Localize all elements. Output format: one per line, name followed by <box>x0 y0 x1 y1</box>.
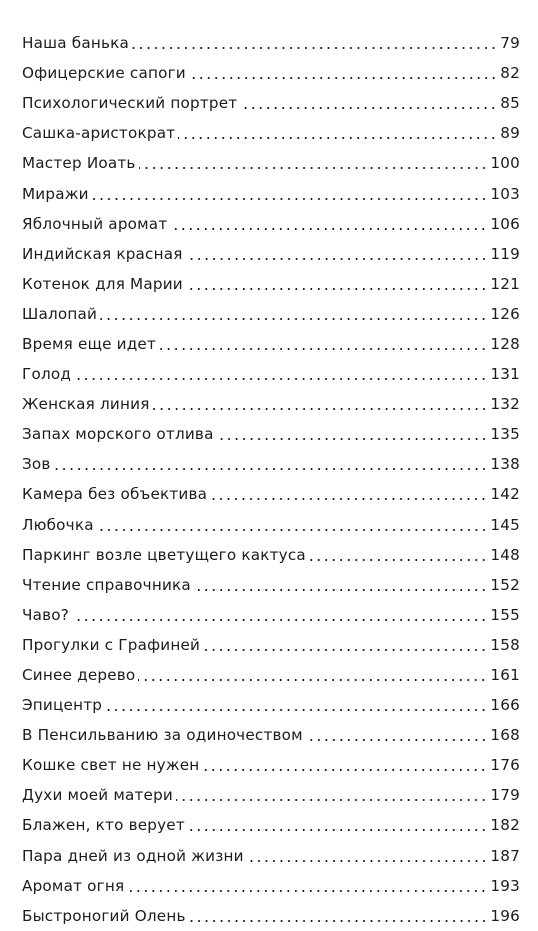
dot-leader <box>54 468 488 470</box>
toc-entry-page: 121 <box>490 274 520 293</box>
toc-entry-title: Паркинг возле цветущего кактуса <box>22 545 306 564</box>
toc-entry-page: 103 <box>490 184 520 203</box>
toc-entry-title: Пара дней из одной жизни <box>22 846 244 865</box>
toc-entry-title: Быстроногий Олень <box>22 906 186 925</box>
toc-entry <box>22 329 520 359</box>
toc-entry-title: Камера без объектива <box>22 485 208 504</box>
toc-entry <box>22 780 520 810</box>
dot-leader <box>178 137 497 139</box>
toc-entry <box>22 750 520 780</box>
toc-entry <box>22 239 520 269</box>
toc-entry-page: 176 <box>490 756 520 775</box>
toc-entry-title: Мастер Иоать <box>22 154 136 173</box>
toc-entry-page: 82 <box>500 64 520 83</box>
toc-entry <box>22 841 520 871</box>
dot-leader <box>210 498 487 500</box>
toc-entry <box>22 419 520 449</box>
toc-entry-title: Офицерские сапоги <box>22 64 186 83</box>
toc-entry <box>22 810 520 840</box>
toc-entry-page: 182 <box>490 816 520 835</box>
toc-entry-page: 166 <box>490 696 520 715</box>
dot-leader <box>186 288 488 290</box>
toc-entry-title: Шалопай <box>22 304 98 323</box>
dot-leader <box>127 890 487 892</box>
toc-entry-page: 132 <box>490 395 520 414</box>
dot-leader <box>92 198 488 200</box>
toc-entry-page: 161 <box>490 666 520 685</box>
toc-entry-page: 128 <box>490 334 520 353</box>
toc-entry <box>22 28 520 58</box>
toc-entry-title: Чаво? <box>22 605 70 624</box>
toc-entry-title: Прогулки с Графиней <box>22 635 201 654</box>
toc-entry-title: Синее дерево <box>22 666 136 685</box>
dot-leader <box>105 709 487 711</box>
dot-leader <box>153 408 488 410</box>
toc-entry-page: 85 <box>500 94 520 113</box>
dot-leader <box>247 860 488 862</box>
toc-entry-title: Наша банька <box>22 34 129 53</box>
toc-entry-page: 193 <box>490 876 520 895</box>
toc-entry-page: 155 <box>490 605 520 624</box>
toc-entry <box>22 449 520 479</box>
toc-entry <box>22 600 520 630</box>
toc-entry <box>22 871 520 901</box>
toc-entry-page: 187 <box>490 846 520 865</box>
dot-leader <box>309 559 488 561</box>
toc-entry-title: Духи моей матери <box>22 786 173 805</box>
toc-entry-page: 79 <box>500 34 520 53</box>
toc-entry <box>22 118 520 148</box>
toc-entry <box>22 690 520 720</box>
toc-entry-page: 196 <box>490 906 520 925</box>
toc-entry-title: Женская линия <box>22 395 150 414</box>
toc-entry-title: Запах морского отлива <box>22 425 214 444</box>
toc-entry-page: 145 <box>490 515 520 534</box>
toc-entry-title: Время еще идет <box>22 334 157 353</box>
toc-entry-title: Аромат огня <box>22 876 125 895</box>
dot-leader <box>186 258 488 260</box>
toc-entry <box>22 720 520 750</box>
toc-entry-title: Зов <box>22 455 51 474</box>
toc-entry <box>22 660 520 690</box>
toc-entry <box>22 510 520 540</box>
dot-leader <box>189 77 497 79</box>
toc-entry-page: 131 <box>490 365 520 384</box>
toc-entry-title: Миражи <box>22 184 89 203</box>
toc-entry-page: 142 <box>490 485 520 504</box>
dot-leader <box>176 799 487 801</box>
dot-leader <box>100 318 487 320</box>
toc-entry-title: Голод <box>22 365 72 384</box>
toc-entry-title: Индийская красная <box>22 244 183 263</box>
toc-entry-page: 106 <box>490 214 520 233</box>
dot-leader <box>189 920 488 922</box>
toc-entry-title: В Пенсильванию за одиночеством <box>22 726 303 745</box>
toc-entry <box>22 630 520 660</box>
toc-entry <box>22 88 520 118</box>
toc-entry-page: 148 <box>490 545 520 564</box>
dot-leader <box>74 378 487 380</box>
toc-entry-title: Котенок для Марии <box>22 274 183 293</box>
toc-entry <box>22 540 520 570</box>
toc-entry <box>22 178 520 208</box>
toc-entry <box>22 269 520 299</box>
dot-leader <box>132 47 497 49</box>
toc-entry-page: 100 <box>490 154 520 173</box>
toc-entry <box>22 299 520 329</box>
dot-leader <box>306 739 488 741</box>
toc-entry <box>22 148 520 178</box>
toc-entry-page: 158 <box>490 635 520 654</box>
toc-entry-page: 89 <box>500 124 520 143</box>
toc-entry <box>22 389 520 419</box>
dot-leader <box>138 679 487 681</box>
toc-entry-title: Чтение справочника <box>22 575 191 594</box>
toc-entry <box>22 479 520 509</box>
dot-leader <box>170 228 487 230</box>
toc-entry-title: Кошке свет не нужен <box>22 756 200 775</box>
toc-entry <box>22 209 520 239</box>
toc-entry-title: Сашка-аристократ <box>22 124 176 143</box>
dot-leader <box>203 649 487 651</box>
dot-leader <box>188 829 488 831</box>
dot-leader <box>240 107 497 109</box>
toc-entry-page: 126 <box>490 304 520 323</box>
toc-entry <box>22 570 520 600</box>
toc-entry-page: 152 <box>490 575 520 594</box>
table-of-contents <box>22 28 520 931</box>
toc-entry-page: 168 <box>490 726 520 745</box>
dot-leader <box>139 167 488 169</box>
dot-leader <box>159 348 487 350</box>
dot-leader <box>217 438 488 440</box>
toc-entry-page: 138 <box>490 455 520 474</box>
dot-leader <box>194 589 488 591</box>
dot-leader <box>97 529 488 531</box>
toc-entry <box>22 901 520 931</box>
toc-entry <box>22 58 520 88</box>
toc-entry-title: Эпицентр <box>22 696 103 715</box>
toc-entry-page: 179 <box>490 786 520 805</box>
toc-entry-title: Блажен, кто верует <box>22 816 185 835</box>
toc-entry <box>22 359 520 389</box>
toc-entry-page: 135 <box>490 425 520 444</box>
dot-leader <box>72 619 487 621</box>
dot-leader <box>202 769 487 771</box>
toc-entry-title: Психологический портрет <box>22 94 238 113</box>
toc-entry-page: 119 <box>490 244 520 263</box>
toc-entry-title: Любочка <box>22 515 94 534</box>
toc-entry-title: Яблочный аромат <box>22 214 168 233</box>
